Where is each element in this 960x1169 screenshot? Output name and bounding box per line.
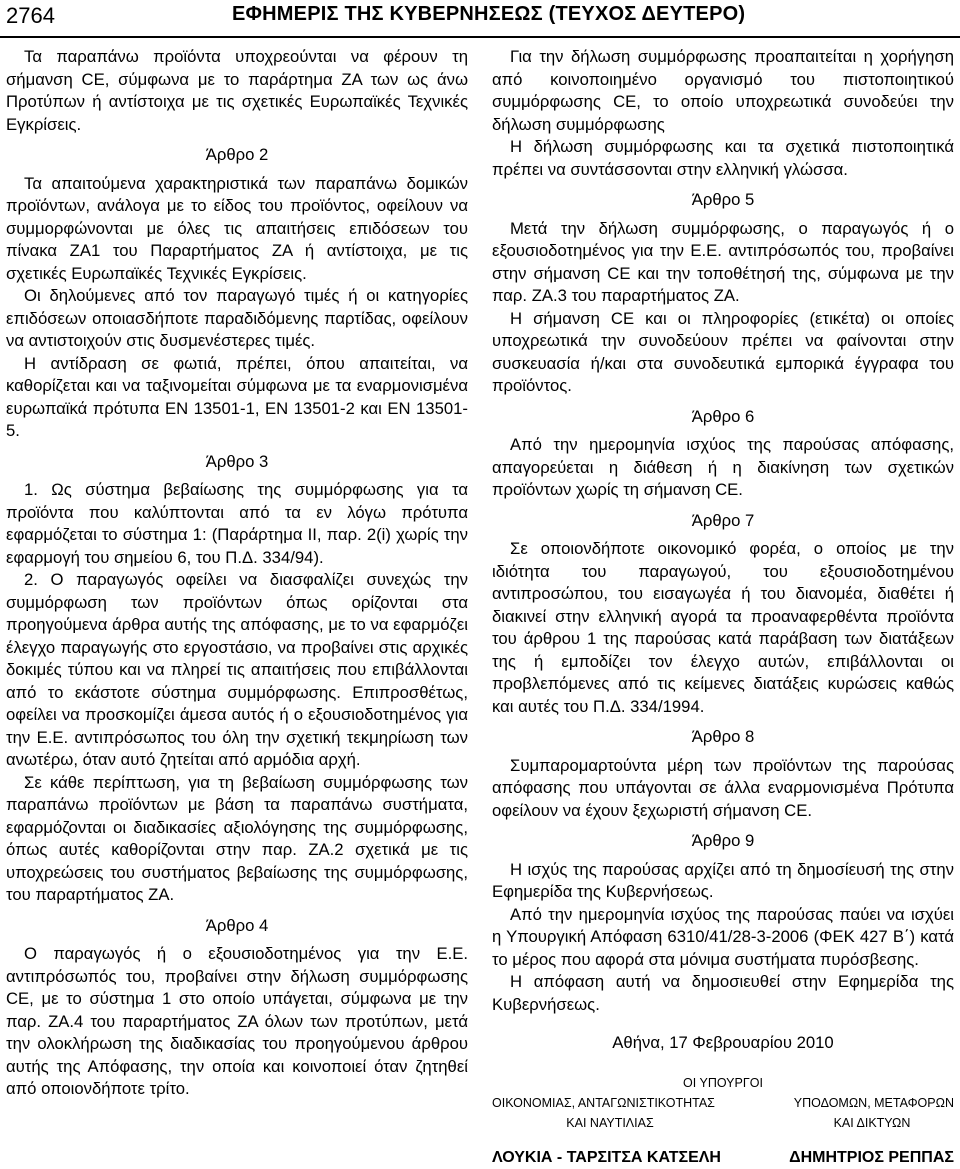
signing-date: Αθήνα, 17 Φεβρουαρίου 2010 <box>492 1032 954 1055</box>
article-heading: Άρθρο 5 <box>492 189 954 212</box>
paragraph: Οι δηλούμενες από τον παραγωγό τιμές ή οι κατηγορίες επιδόσεων οποιασδήποτε παραδιδόμενης παρτίδας, οφείλουν να αντιστοιχούν στις δυσμενέστερες τιμές. <box>6 285 468 353</box>
signature-block <box>492 1073 954 1133</box>
paragraph: Η δήλωση συμμόρφωσης και τα σχετικά πιστοποιητικά πρέπει να συντάσσονται στην ελληνική γλώσσα. <box>492 136 954 181</box>
article-heading: Άρθρο 3 <box>6 451 468 474</box>
ministries-row-2 <box>492 1113 954 1133</box>
ministries-row <box>492 1093 954 1113</box>
paragraph: Η σήμανση CE και οι πληροφορίες (ετικέτα) οι οποίες υποχρεωτικά την συνοδεύουν πρέπει να φαίνονται στην συσκευασία ή/και στα συνοδευτικά εμπορικά έγγραφα του προϊόντος. <box>492 308 954 398</box>
article-heading: Άρθρο 6 <box>492 406 954 429</box>
article-heading: Άρθρο 7 <box>492 510 954 533</box>
minister-names <box>492 1147 954 1169</box>
paragraph: 1. Ως σύστημα βεβαίωσης της συμμόρφωσης για τα προϊόντα που καλύπτονται από τα εν λόγω πρότυπα εφαρμόζεται το σύστημα 1: (Παράρτημα ΙΙ, παρ. 2(i) χωρίς την εφαρμογή του σημείου 6, του Π.Δ. 334/94). <box>6 479 468 569</box>
paragraph: 2. Ο παραγωγός οφείλει να διασφαλίζει συνεχώς την συμμόρφωση των προϊόντων όπως ορίζονται στα προηγούμενα άρθρα αυτής της απόφασης, με το να εφαρμόζει έλεγχο παραγωγής στο εργοστάσιο, να προβαίνει στις αρχικές δοκιμές τύπου και να πληρεί τις απαιτήσεις που επιβάλλονται από το εκάστοτε σύστημα συμμόρφωσης. Επιπροσθέτως, οφείλει να προσκομίζει άμεσα αυτός ή ο εξουσιοδοτημένος για την Ε.Ε. αντιπρόσωπος του όλη την σχετική τεκμηρίωση των ανωτέρω, όταν αυτό ζητείται από αρμόδια αρχή. <box>6 569 468 772</box>
page-number: 2764 <box>6 3 55 29</box>
ministry-infrastructure-line1: ΥΠΟΔΟΜΩΝ, ΜΕΤΑΦΟΡΩΝ <box>794 1093 954 1113</box>
paragraph: Συμπαρομαρτούντα μέρη των προϊόντων της παρούσας απόφασης που υπάγονται σε άλλα εναρμονισμένα Πρότυπα οφείλουν να έχουν ξεχωριστή σήμανση CE. <box>492 755 954 823</box>
journal-title: ΕΦΗΜΕΡΙΣ ΤΗΣ ΚΥΒΕΡΝΗΣΕΩΣ (ΤΕΥΧΟΣ ΔΕΥΤΕΡΟ) <box>232 3 745 26</box>
paragraph: Η ισχύς της παρούσας αρχίζει από τη δημοσίευσή της στην Εφημερίδα της Κυβερνήσεως. <box>492 859 954 904</box>
paragraph: Για την δήλωση συμμόρφωσης προαπαιτείται η χορήγηση από κοινοποιημένο οργανισμό του πιστοποιητικού συμμόρφωσης CE, το οποίο υποχρεωτικά συνοδεύει την δήλωση συμμόρφωσης <box>492 46 954 136</box>
right-column <box>492 46 954 1169</box>
article-heading: Άρθρο 9 <box>492 830 954 853</box>
article-heading: Άρθρο 8 <box>492 726 954 749</box>
left-column <box>6 46 468 1101</box>
minister-name-katseli: ΛΟΥΚΙΑ - ΤΑΡΣΙΤΣΑ ΚΑΤΣΕΛΗ <box>492 1147 721 1169</box>
paragraph: Η αντίδραση σε φωτιά, πρέπει, όπου απαιτείται, να καθορίζεται και να ταξινομείται σύμφωνα με τα εναρμονισμένα ευρωπαϊκά πρότυπα ΕΝ 13501-1, ΕΝ 13501-2 και ΕΝ 13501-5. <box>6 353 468 443</box>
ministry-economy-line2: ΚΑΙ ΝΑΥΤΙΛΙΑΣ <box>492 1113 728 1133</box>
paragraph: Τα απαιτούμενα χαρακτηριστικά των παραπάνω δομικών προϊόντων, ανάλογα με το είδος του προϊόντος, οφείλουν να συμμορφώνονται με όλες τις απαιτήσεις επιδόσεων του πίνακα ΖΑ1 του Παραρτήματος ΖΑ ή αντίστοιχα, με τις σχετικές Ευρωπαϊκές Τεχνικές Εγκρίσεις. <box>6 173 468 286</box>
ministers-title: ΟΙ ΥΠΟΥΡΓΟΙ <box>492 1073 954 1093</box>
paragraph: Μετά την δήλωση συμμόρφωσης, ο παραγωγός ή ο εξουσιοδοτημένος για την Ε.Ε. αντιπρόσωπός του, προβαίνει στην σήμανση CE και την τοποθέτησή της, σύμφωνα με την παρ. ΖΑ.3 του παραρτήματος ΖΑ. <box>492 218 954 308</box>
paragraph: Τα παραπάνω προϊόντα υποχρεούνται να φέρουν τη σήμανση CE, σύμφωνα με το παράρτημα ΖΑ των ως άνω Προτύπων ή αντίστοιχα με τις σχετικές Ευρωπαϊκές Τεχνικές Εγκρίσεις. <box>6 46 468 136</box>
article-heading: Άρθρο 4 <box>6 915 468 938</box>
header-rule <box>0 36 960 38</box>
paragraph: Σε οποιονδήποτε οικονομικό φορέα, ο οποίος με την ιδιότητα του παραγωγού, του εξουσιοδοτημένου αντιπροσώπου, του εισαγωγέα ή του διανομέα, διαθέτει ή διακινεί στην ελληνική αγορά τα προαναφερθέντα προϊόντα του άρθρου 1 της παρούσας κατά παράβαση των διατάξεων της ή εμποδίζει τον έλεγχο αυτών, επιβάλλονται οι προβλεπόμενες από τις κείμενες διατάξεις κυρώσεις καθώς και αυτές του Π.Δ. 334/1994. <box>492 538 954 718</box>
paragraph: Ο παραγωγός ή ο εξουσιοδοτημένος για την Ε.Ε. αντιπρόσωπός του, προβαίνει στην δήλωση συμμόρφωσης CE, με το σύστημα 1 στο οποίο υπάγεται, σύμφωνα με την παρ. ΖΑ.4 του παραρτήματος ΖΑ όλων των προτύπων, μετά την ολοκλήρωση της διαδικασίας του προηγούμενου άρθρου αυτής της Απόφασης, την οποία και κοινοποιεί όταν ζητηθεί από οποιονδήποτε τρίτο. <box>6 943 468 1101</box>
ministry-infrastructure-line2: ΚΑΙ ΔΙΚΤΥΩΝ <box>790 1113 954 1133</box>
minister-name-reppas: ΔΗΜΗΤΡΙΟΣ ΡΕΠΠΑΣ <box>789 1147 954 1169</box>
page-header <box>0 0 960 40</box>
article-heading: Άρθρο 2 <box>6 144 468 167</box>
paragraph: Σε κάθε περίπτωση, για τη βεβαίωση συμμόρφωσης των παραπάνω προϊόντων με βάση τα παραπάνω συστήματα, εφαρμόζονται οι διαδικασίες αξιολόγησης της συμμόρφωσης, όπως αυτές καθορίζονται στην παρ. ΖΑ.2 σχετικά με τις υποχρεώσεις του συστήματος βεβαίωσης της συμμόρφωσης, του παραρτήματος ΖΑ. <box>6 772 468 907</box>
ministry-economy-line1: ΟΙΚΟΝΟΜΙΑΣ, ΑΝΤΑΓΩΝΙΣΤΙΚΟΤΗΤΑΣ <box>492 1093 715 1113</box>
paragraph: Από την ημερομηνία ισχύος της παρούσας απόφασης, απαγορεύεται η διάθεση ή η διακίνηση των σχετικών προϊόντων χωρίς τη σήμανση CE. <box>492 434 954 502</box>
paragraph: Η απόφαση αυτή να δημοσιευθεί στην Εφημερίδα της Κυβερνήσεως. <box>492 971 954 1016</box>
paragraph: Από την ημερομηνία ισχύος της παρούσας παύει να ισχύει η Υπουργική Απόφαση 6310/41/28-3-2006 (ΦΕΚ 427 Β΄) κατά το μέρος που αφορά στα μόνιμα συστήματα πυρόσβεσης. <box>492 904 954 972</box>
